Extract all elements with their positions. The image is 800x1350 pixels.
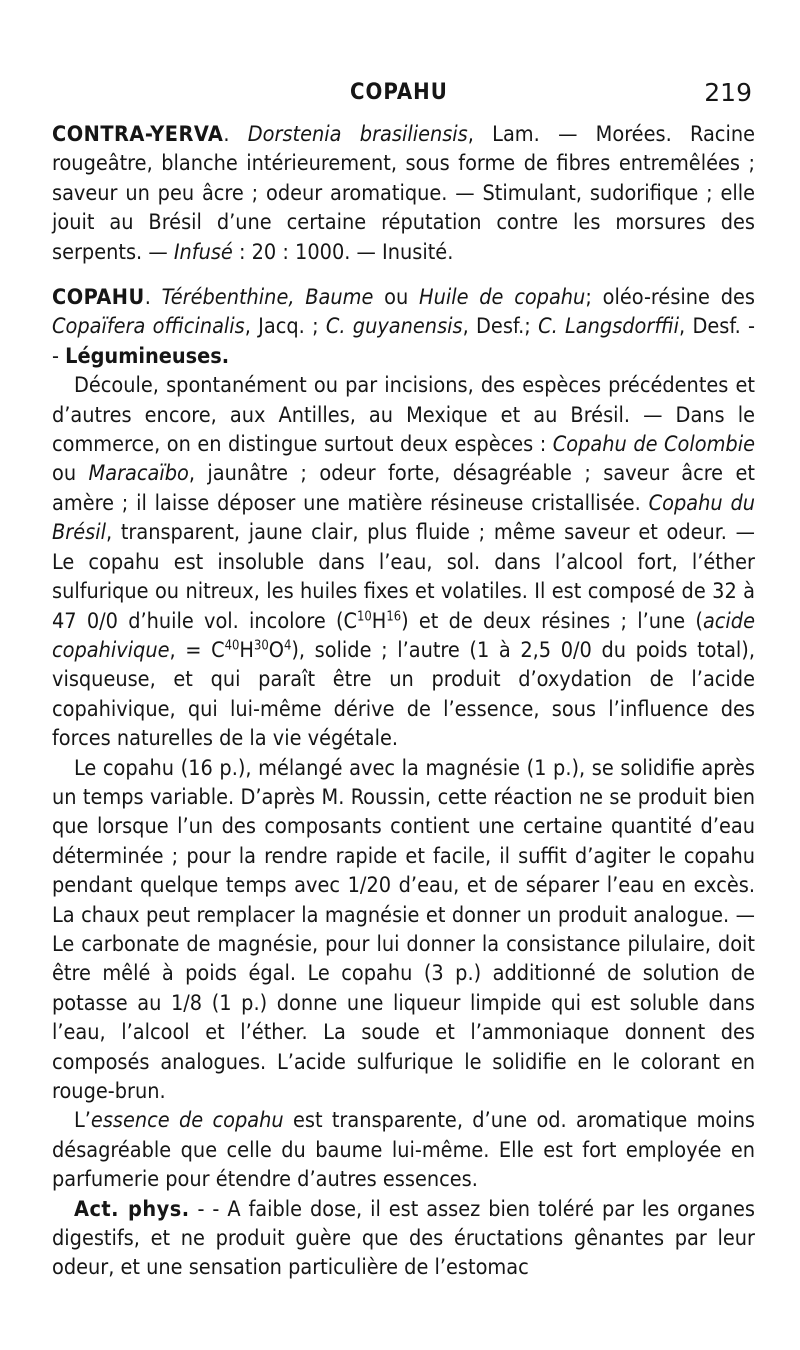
text-run: H <box>371 608 387 634</box>
text-run: , Desf. - - <box>52 314 755 369</box>
text-run: 4 <box>283 638 292 654</box>
text-run: - - A faible dose, il est assez bien toléré par les organes digestifs, et ne produit guère que des éructations gênantes par leur odeur, et une sensation particulière de l’estomac <box>52 1196 755 1281</box>
text-run: 40 <box>224 638 240 654</box>
entry-headword: Act. phys. <box>74 1196 190 1222</box>
text-run: , jaunâtre ; odeur forte, désagréable ; saveur âcre et amère ; il laisse déposer une matière résineuse cristallisée. <box>52 461 755 516</box>
italic-term: C. guyanensis <box>325 314 463 340</box>
text-run: ou <box>373 285 420 311</box>
dictionary-entry-copahu <box>52 283 755 1283</box>
running-head <box>52 76 752 108</box>
paragraph <box>52 371 755 753</box>
text-run: 10 <box>357 608 372 624</box>
text-run: Découle, spontanément ou par incisions, des espèces précédentes et d’autres encore, aux Antilles, au Mexique et au Brésil. — Dans le commerce, on en distingue surtout deux espèces : <box>52 373 755 458</box>
text-run: , Jacq. ; <box>244 314 326 340</box>
text-run: Légumineuses. <box>65 343 230 369</box>
text-run: O <box>268 637 284 663</box>
paragraph <box>52 1106 755 1194</box>
text-run: , Lam. — Morées. Racine rougeâtre, blanche intérieurement, sous forme de fibres entremêlées ; saveur un peu âcre ; odeur aromatique. — Stimulant, sudorifique ; elle jouit au Brésil d’une certaine réputation contre les morsures des serpents. — <box>52 122 755 265</box>
text-run: . <box>144 285 162 311</box>
italic-term: Copahu du Brésil <box>52 490 755 546</box>
italic-term: Copaïfera officinalis <box>52 314 245 340</box>
italic-term: Maracaïbo <box>88 461 189 487</box>
paragraph <box>52 283 755 371</box>
text-run: 16 <box>386 608 402 624</box>
text-run: 30 <box>253 638 269 654</box>
paragraph <box>52 1195 755 1283</box>
italic-term: Huile de copahu <box>419 285 586 311</box>
paragraph <box>52 120 755 267</box>
italic-term: essence de copahu <box>90 1108 284 1134</box>
text-run: est transparente, d’une od. aromatique moins désagréable que celle du baume lui-même. Elle est fort employée en parfumerie pour étendre d’autres essences. <box>52 1108 755 1193</box>
text-run: Le copahu (16 p.), mélangé avec la magnésie (1 p.), se solidifie après un temps variable. D’après M. Roussin, cette réaction ne se produit bien que lorsque l’un des composants contient une certaine quantité d’eau déterminée ; pour la rendre rapide et facile, il suffit d’agiter le copahu pendant quelque temps avec 1/20 d’eau, et de séparer l’eau en excès. La chaux peut remplacer la magnésie et donner un produit analogue. — Le carbonate de magnésie, pour lui donner la consistance pilulaire, doit être mêlé à poids égal. Le copahu (3 p.) additionné de solution de potasse au 1/8 (1 p.) donne une liqueur limpide qui est soluble dans l’eau, l’alcool et l’éther. La soude et l’ammoniaque donnent des composés analogues. L’acide sulfurique le solidifie en le colorant en rouge-brun. <box>52 755 755 1104</box>
page-body-text <box>52 120 755 1283</box>
text-run: . <box>223 122 248 147</box>
text-run: : 20 : 1000. — Inusité. <box>232 239 454 265</box>
entry-headword: CONTRA-YERVA <box>52 122 224 147</box>
text-run: ) et de deux résines ; l’une ( <box>401 608 703 634</box>
text-run: , Desf.; <box>462 314 539 340</box>
dictionary-entry-contra-yerva <box>52 120 755 267</box>
text-run: , = C <box>169 637 225 663</box>
page-number: 219 <box>704 78 752 107</box>
text-run: L’ <box>74 1108 91 1134</box>
italic-term: Infusé <box>173 239 233 265</box>
italic-term: acide copahivique <box>52 608 755 663</box>
text-run: ), solide ; l’autre (1 à 2,5 0/0 du poids total), visqueuse, et qui paraît être un produit d’oxydation de l’acide copahivique, qui lui-même dérive de l’essence, sous l’influence des forces naturelles de la vie végétale. <box>52 637 755 752</box>
text-run: , transparent, jaune clair, plus fluide ; même saveur et odeur. — Le copahu est insoluble dans l’eau, sol. dans l’alcool fort, l’éther sulfurique ou nitreux, les huiles fixes et volatiles. Il est composé de 32 à 47 0/0 d’huile vol. incolore (C <box>52 520 755 634</box>
italic-term: Copahu de Colombie <box>552 432 755 458</box>
entry-headword: COPAHU <box>52 285 145 311</box>
italic-term: C. Langsdorffii <box>538 314 680 340</box>
text-run: ou <box>52 461 89 487</box>
italic-term: Dorstenia brasiliensis <box>247 122 468 147</box>
italic-term: Térébenthine, Baume <box>161 285 374 311</box>
paragraph <box>52 754 755 1107</box>
text-run: ; oléo-résine des <box>585 285 755 311</box>
running-head-title: COPAHU <box>350 80 448 105</box>
text-run: H <box>239 637 254 663</box>
